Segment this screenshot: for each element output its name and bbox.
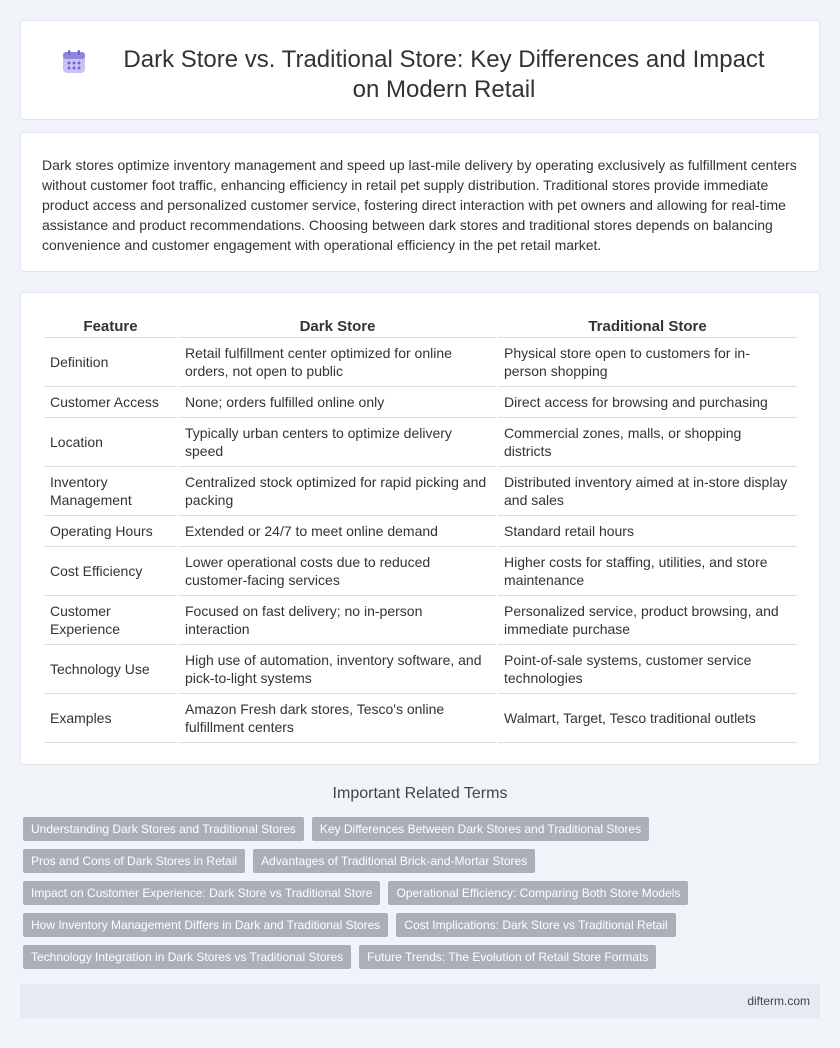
related-term-tag[interactable]: Cost Implications: Dark Store vs Traditional Retail bbox=[396, 913, 675, 937]
related-terms-tags bbox=[23, 817, 823, 977]
row-traditional-store: Standard retail hours bbox=[498, 516, 797, 547]
table-header-row bbox=[44, 313, 797, 338]
row-dark-store: Extended or 24/7 to meet online demand bbox=[179, 516, 496, 547]
header-traditional-store: Traditional Store bbox=[498, 313, 797, 338]
row-feature: Customer Experience bbox=[44, 596, 177, 645]
row-feature: Technology Use bbox=[44, 645, 177, 694]
table-row bbox=[44, 596, 797, 645]
row-traditional-store: Higher costs for staffing, utilities, and store maintenance bbox=[498, 547, 797, 596]
header-dark-store: Dark Store bbox=[179, 313, 496, 338]
table-row bbox=[44, 387, 797, 418]
row-feature: Location bbox=[44, 418, 177, 467]
row-traditional-store: Physical store open to customers for in-person shopping bbox=[498, 338, 797, 387]
row-feature: Customer Access bbox=[44, 387, 177, 418]
table-row bbox=[44, 645, 797, 694]
row-dark-store: Typically urban centers to optimize delivery speed bbox=[179, 418, 496, 467]
calendar-grid-icon bbox=[61, 49, 87, 75]
related-terms-heading: Important Related Terms bbox=[332, 785, 508, 802]
related-term-tag[interactable]: Advantages of Traditional Brick-and-Mortar Stores bbox=[253, 849, 535, 873]
row-traditional-store: Personalized service, product browsing, and immediate purchase bbox=[498, 596, 797, 645]
header-feature: Feature bbox=[44, 313, 177, 338]
row-feature: Definition bbox=[44, 338, 177, 387]
tag-row bbox=[23, 913, 823, 937]
table-row bbox=[44, 516, 797, 547]
row-dark-store: None; orders fulfilled online only bbox=[179, 387, 496, 418]
table-row bbox=[44, 547, 797, 596]
footer-site-link[interactable]: difterm.com bbox=[747, 994, 810, 1008]
row-traditional-store: Distributed inventory aimed at in-store display and sales bbox=[498, 467, 797, 516]
row-traditional-store: Direct access for browsing and purchasing bbox=[498, 387, 797, 418]
row-traditional-store: Walmart, Target, Tesco traditional outlets bbox=[498, 694, 797, 743]
row-dark-store: Lower operational costs due to reduced customer-facing services bbox=[179, 547, 496, 596]
related-term-tag[interactable]: Key Differences Between Dark Stores and Traditional Stores bbox=[312, 817, 649, 841]
row-dark-store: Centralized stock optimized for rapid picking and packing bbox=[179, 467, 496, 516]
tag-row bbox=[23, 817, 823, 841]
intro-card bbox=[20, 132, 820, 272]
row-feature: Operating Hours bbox=[44, 516, 177, 547]
row-dark-store: Focused on fast delivery; no in-person interaction bbox=[179, 596, 496, 645]
intro-paragraph: Dark stores optimize inventory management and speed up last-mile delivery by operating exclusively as fulfillment centers without customer foot traffic, enhancing efficiency in retail pet supply distribution. Traditional stores provide immediate product access and personalized customer service, fostering direct interaction with pet owners and allowing for real-time assistance and product recommendations. Choosing between dark stores and traditional stores depends on balancing convenience and customer engagement with operational efficiency in the pet retail market. bbox=[42, 157, 797, 253]
row-dark-store: Amazon Fresh dark stores, Tesco's online fulfillment centers bbox=[179, 694, 496, 743]
tag-row bbox=[23, 945, 823, 969]
tag-row bbox=[23, 849, 823, 873]
row-traditional-store: Point-of-sale systems, customer service technologies bbox=[498, 645, 797, 694]
page-title: Dark Store vs. Traditional Store: Key Differences and Impact on Modern Retail bbox=[123, 46, 765, 103]
footer bbox=[20, 984, 820, 1018]
related-term-tag[interactable]: Technology Integration in Dark Stores vs Traditional Stores bbox=[23, 945, 351, 969]
header-card bbox=[20, 20, 820, 120]
table-row bbox=[44, 694, 797, 743]
row-feature: Inventory Management bbox=[44, 467, 177, 516]
row-feature: Cost Efficiency bbox=[44, 547, 177, 596]
row-dark-store: High use of automation, inventory software, and pick-to-light systems bbox=[179, 645, 496, 694]
comparison-table-card bbox=[20, 292, 820, 765]
table-row bbox=[44, 467, 797, 516]
related-term-tag[interactable]: Understanding Dark Stores and Traditional Stores bbox=[23, 817, 304, 841]
row-traditional-store: Commercial zones, malls, or shopping districts bbox=[498, 418, 797, 467]
related-term-tag[interactable]: Pros and Cons of Dark Stores in Retail bbox=[23, 849, 245, 873]
related-term-tag[interactable]: Operational Efficiency: Comparing Both Store Models bbox=[388, 881, 688, 905]
tag-row bbox=[23, 881, 823, 905]
related-term-tag[interactable]: Future Trends: The Evolution of Retail Store Formats bbox=[359, 945, 656, 969]
related-term-tag[interactable]: How Inventory Management Differs in Dark and Traditional Stores bbox=[23, 913, 388, 937]
row-feature: Examples bbox=[44, 694, 177, 743]
table-row bbox=[44, 418, 797, 467]
row-dark-store: Retail fulfillment center optimized for online orders, not open to public bbox=[179, 338, 496, 387]
related-term-tag[interactable]: Impact on Customer Experience: Dark Store vs Traditional Store bbox=[23, 881, 380, 905]
table-row bbox=[44, 338, 797, 387]
comparison-table bbox=[42, 313, 799, 743]
